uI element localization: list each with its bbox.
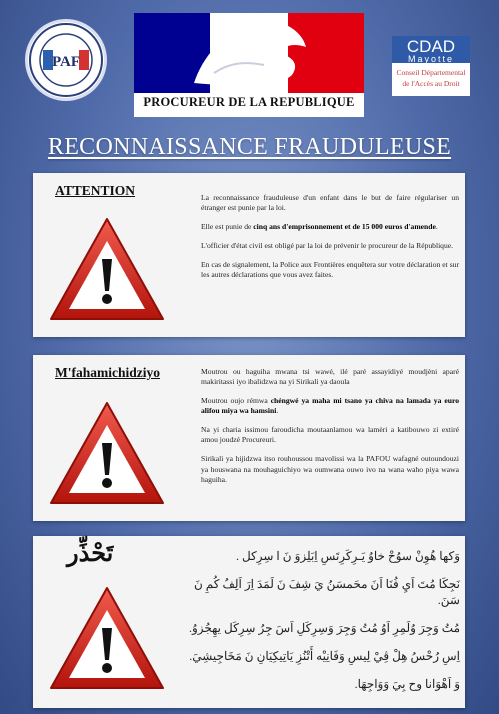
paragraph: La reconnaissance frauduleuse d'un enfant dans le but de faire régulariser un étranger est punie par la loi. [201, 193, 459, 213]
paragraph: وَ اَهْوَانا وح بِيَ وَوَاجِهَا. [354, 677, 460, 691]
page-title: RECONNAISSANCE FRAUDULEUSE [47, 134, 452, 160]
paragraph: Na yi charia issimou faroudicha moutaanlamou wa lamèri a katibouwo zi extiré amou joudzé Procureuri. [201, 425, 459, 445]
warning-triangle-icon [47, 399, 167, 509]
section-text [185, 548, 460, 704]
paragraph: نَجِكَا مُتَ اَيِ فُنَا اَنَ محَمسَنُ يَ شِفَ نَ لَمَدَ اِرَ اَلِفُ كُمِ نَ سَنَ. [193, 577, 460, 607]
section-heading: تَحْذِّر [67, 541, 114, 567]
paragraph: En cas de signalement, la Police aux Frontières enquêtera sur votre déclaration et sur les autres déclarations que vous avez faites. [201, 259, 459, 279]
bold-phrase: chéngwé ya maha mi tsano ya chiva na lamada ya euro alifou miya wa hamsini [201, 396, 459, 416]
paragraph: وَكها هُوِنْ سوُحْ خاوُ يَـرِكَرِتَسِ اِبَلِزوَ نَ ا سِرِكل . [235, 549, 460, 563]
paragraph: L'officier d'état civil est obligé par la loi de prévenir le procureur de la République. [201, 240, 454, 250]
paragraph: مُتُ وَجِرَ وُلَمِرِ اَوُ مُتُ وَجِرَ وَسِرِكَلِ اَسَ جِرُ سِرِكَل يهِجُزوُ. [188, 621, 460, 635]
cdad-subtitle: Mayotte [407, 54, 454, 64]
section-mfahamichidziyo [33, 355, 465, 521]
section-text [201, 193, 459, 289]
section-heading: M'fahamichidziyo [55, 365, 160, 380]
cdad-logo [392, 36, 470, 96]
cdad-line1: Conseil Départemental [396, 68, 466, 77]
cdad-line2: de l'Accès au Droit [402, 79, 460, 88]
paragraph-bold: Elle est punie de cinq ans d'emprisonnement et de 15 000 euros d'amende. [201, 222, 438, 232]
section-attention [33, 173, 465, 337]
section-arabic [33, 536, 465, 708]
bold-phrase: cinq ans d'emprisonnement et de 15 000 euros d'amende [253, 222, 436, 232]
paragraph: Sirikali ya hijidzwa itso rouhoussou mavolissi wa la PAFOU wafagné outoundouzi ya houswana na mouhaguichiyo wa oumwana ouwo ivo na wana waho piya wawa haguiha. [201, 454, 459, 484]
warning-triangle-icon [47, 584, 167, 694]
paragraph: Moutrou ou haguiha mwana tsi wawé, ilé paré assayidiyé moudjèni aparé makiritassi iyo ibalidzwa na yi Sirikali ya daoula [201, 367, 459, 387]
paf-letters: PAF [51, 54, 81, 70]
section-heading: ATTENTION [55, 183, 136, 198]
paragraph: اِسِ رُحْسُ هِلْ ڤِيْ لِيسِ وَفَانِيْه أَتْنُزِ يَاتِيكِيَانِ نَ مَخَاجِيشِيَ. [189, 649, 460, 663]
paf-logo [28, 22, 104, 98]
warning-triangle-icon [47, 215, 167, 325]
paragraph-bold: Moutrou oujo rémwa chéngwé ya maha mi tsano ya chiva na lamada ya euro alifou miya wa hamsini. [201, 396, 459, 416]
section-text [201, 367, 459, 494]
marianne-caption: PROCUREUR DE LA REPUBLIQUE [143, 95, 355, 109]
cdad-title: CDAD [392, 36, 470, 63]
